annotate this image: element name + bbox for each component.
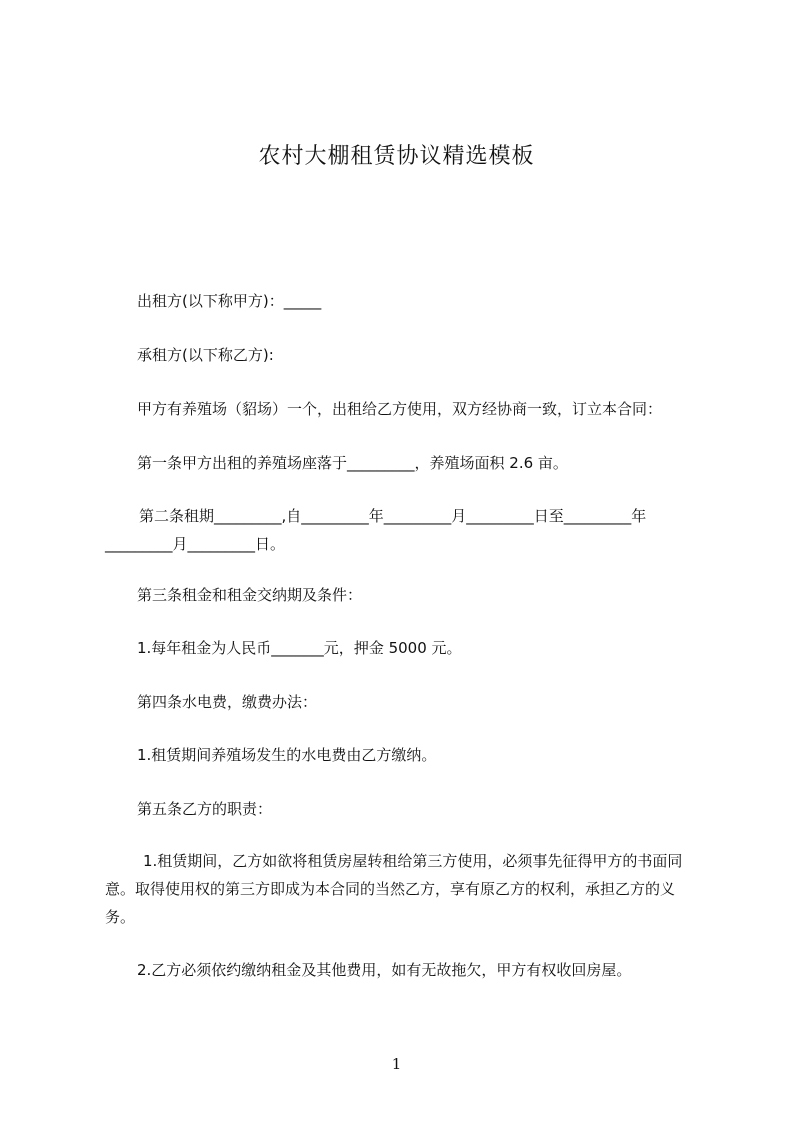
document-title: 农村大棚租赁协议精选模板 bbox=[258, 144, 535, 169]
paragraph-utilities: 1.租赁期间养殖场发生的水电费由乙方缴纳。 bbox=[137, 746, 437, 764]
page-number: 1 bbox=[391, 1055, 402, 1073]
paragraph-sublease: 1.租赁期间，乙方如欲将租赁房屋转租给第三方使用，必须事先征得甲方的书面同意。取得使用权的第三方即成为本合同的当然乙方，享有原乙方的权利，承担乙方的义务。 bbox=[105, 852, 683, 926]
paragraph-lessor: 出租方(以下称甲方)：_____ bbox=[137, 292, 322, 310]
paragraph-rent: 1.每年租金为人民币_______元，押金 5000 元。 bbox=[137, 639, 462, 657]
paragraph-article-1: 第一条甲方出租的养殖场座落于_________，养殖场面积 2.6 亩。 bbox=[137, 454, 568, 472]
paragraph-article-4: 第四条水电费，缴费办法： bbox=[137, 693, 318, 711]
paragraph-lessee: 承租方(以下称乙方): bbox=[137, 346, 274, 364]
paragraph-article-5: 第五条乙方的职责： bbox=[137, 800, 273, 818]
paragraph-article-3: 第三条租金和租金交纳期及条件： bbox=[137, 586, 363, 604]
paragraph-payment: 2.乙方必须依约缴纳租金及其他费用，如有无故拖欠，甲方有权收回房屋。 bbox=[137, 961, 632, 979]
paragraph-article-2: 第二条租期_________,自_________年_________月_________日至_________年_________月_________日。 bbox=[105, 507, 647, 553]
paragraph-intro: 甲方有养殖场（貂场）一个，出租给乙方使用，双方经协商一致，订立本合同： bbox=[137, 400, 663, 418]
